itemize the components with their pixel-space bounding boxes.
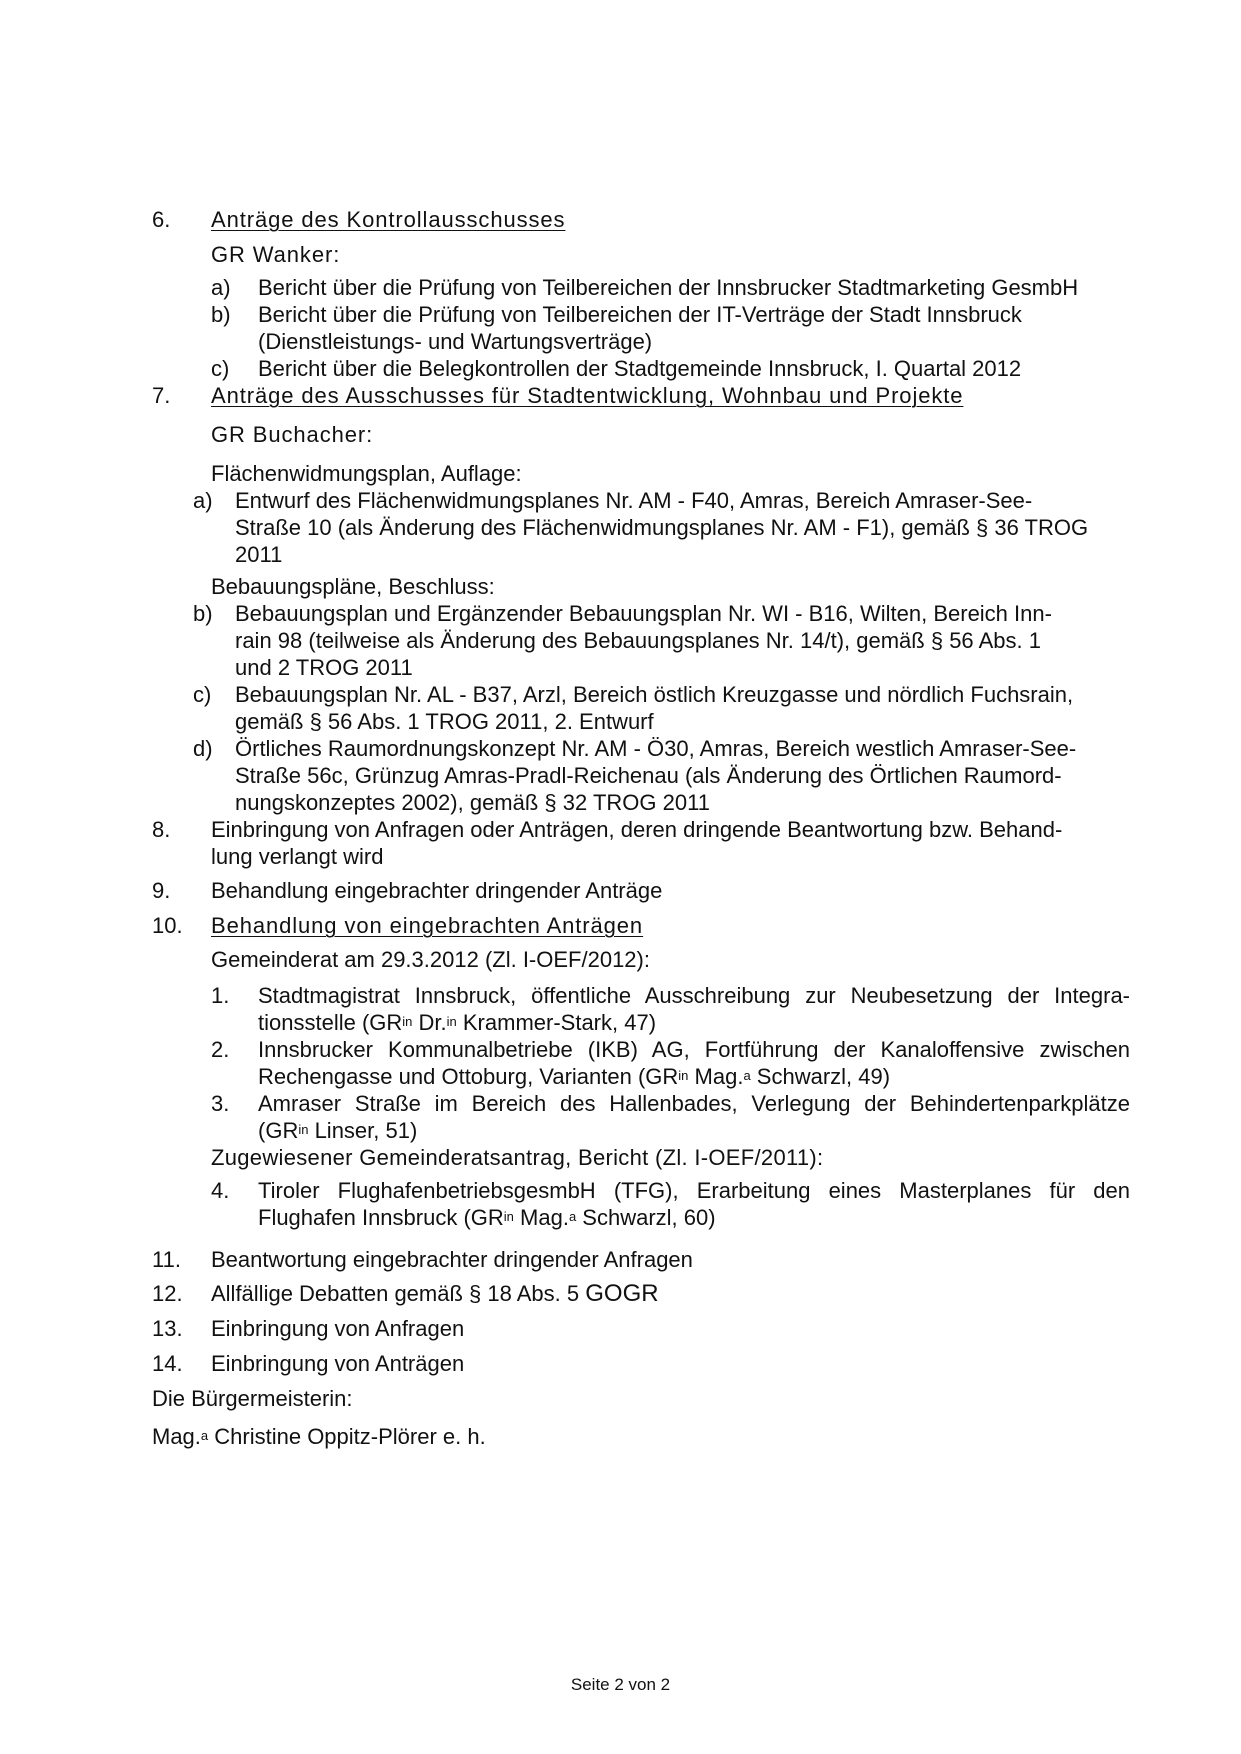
group-heading: Bebauungspläne, Beschluss: (211, 574, 495, 599)
section-title: Anträge des Kontrollausschusses (211, 207, 566, 232)
item-text-continued: Rechengasse und Ottoburg, Varianten ($GR^{in}$ Mag.$^a$ Schwarzl, 49) (258, 1064, 891, 1089)
item-label: 1. (211, 983, 230, 1008)
section-text: Behandlung eingebrachter dringender Anträge (211, 878, 663, 903)
section-title: Anträge des Ausschusses für Stadtentwicklung, Wohnbau und Projekte (211, 383, 964, 408)
section-text: Einbringung von Anfragen oder Anträgen, deren dringende Beantwortung bzw. Behand- (211, 817, 1063, 842)
item-label: c) (211, 356, 230, 381)
item-text: Bericht über die Prüfung von Teilbereichen der Innsbrucker Stadtmarketing GesmbH (258, 275, 1079, 300)
signature-name: Mag.$^a$ Christine Oppitz-Plörer e. h. (152, 1424, 486, 1449)
item-text: und 2 TROG 2011 (235, 655, 413, 680)
section-number: 8. (152, 817, 171, 842)
item-label: d) (193, 736, 213, 761)
item-text: Straße 10 (als Änderung des Flächenwidmungsplanes Nr. AM - F1), gemäß § 36 TROG (235, 515, 1089, 540)
section-number: 11. (152, 1247, 181, 1272)
item-text: 2011 (235, 542, 283, 567)
item-label: 3. (211, 1091, 230, 1116)
section-number: 6. (152, 207, 171, 232)
item-text-continued: tionsstelle ($GR^{in}$ Dr.$^{in}$ Krammer-Stark, 47) (258, 1010, 657, 1035)
item-text-continued: ($GR^{in}$ Linser, 51) (258, 1118, 418, 1143)
item-text: gemäß § 56 Abs. 1 TROG 2011, 2. Entwurf (235, 709, 654, 734)
section-number: 7. (152, 383, 171, 408)
section-number: 14. (152, 1351, 183, 1376)
section-number: 12. (152, 1281, 183, 1306)
item-label: a) (193, 488, 213, 513)
section-text: Einbringung von Anfragen (211, 1316, 465, 1341)
page-footer: Seite 2 von 2 (570, 1675, 671, 1694)
item-text: Tiroler FlughafenbetriebsgesmbH (TFG), Erarbeitung eines Masterplanes für den (258, 1178, 1130, 1203)
item-text: Straße 56c, Grünzug Amras-Pradl-Reichenau (als Änderung des Örtlichen Raumord- (235, 763, 1062, 788)
section-number: 9. (152, 878, 171, 903)
assigned-heading: Zugewiesener Gemeinderatsantrag, Bericht (Zl. I-OEF/2011): (211, 1145, 824, 1170)
item-label: a) (211, 275, 231, 300)
speaker: GR Buchacher: (211, 422, 374, 447)
item-text: Bericht über die Belegkontrollen der Stadtgemeinde Innsbruck, I. Quartal 2012 (258, 356, 1022, 381)
item-text: Bebauungsplan Nr. AL - B37, Arzl, Bereich östlich Kreuzgasse und nördlich Fuchsrain, (235, 682, 1074, 707)
item-text: Bebauungsplan und Ergänzender Bebauungsplan Nr. WI - B16, Wilten, Bereich Inn- (235, 601, 1052, 626)
speaker: GR Wanker: (211, 242, 341, 267)
section-number: 13. (152, 1316, 183, 1341)
section-text: Einbringung von Anträgen (211, 1351, 465, 1376)
item-text: nungskonzeptes 2002), gemäß § 32 TROG 2011 (235, 790, 710, 815)
item-label: b) (211, 302, 231, 327)
item-text: Stadtmagistrat Innsbruck, öffentliche Ausschreibung zur Neubesetzung der Integra- (258, 983, 1130, 1008)
item-label: c) (193, 682, 212, 707)
session-heading: Gemeinderat am 29.3.2012 (Zl. I-OEF/2012): (211, 947, 650, 972)
item-label: 2. (211, 1037, 230, 1062)
signature-role: Die Bürgermeisterin: (152, 1386, 353, 1411)
item-text: Bericht über die Prüfung von Teilbereichen der IT-Verträge der Stadt Innsbruck (258, 302, 1022, 327)
group-heading: Flächenwidmungsplan, Auflage: (211, 461, 522, 486)
item-label: b) (193, 601, 213, 626)
section-title: Behandlung von eingebrachten Anträgen (211, 913, 644, 938)
item-text-continued: Flughafen Innsbruck ($GR^{in}$ Mag.$^a$ Schwarzl, 60) (258, 1205, 716, 1230)
item-label: 4. (211, 1178, 230, 1203)
item-text: rain 98 (teilweise als Änderung des Bebauungsplanes Nr. 14/t), gemäß § 56 Abs. 1 (235, 628, 1041, 653)
item-text: Amraser Straße im Bereich des Hallenbades, Verlegung der Behindertenparkplätze (258, 1091, 1130, 1116)
section-text: Allfällige Debatten gemäß § 18 Abs. 5 GOGR (211, 1280, 659, 1307)
item-text: (Dienstleistungs- und Wartungsverträge) (258, 329, 653, 354)
section-number: 10. (152, 913, 183, 938)
item-text: Entwurf des Flächenwidmungsplanes Nr. AM - F40, Amras, Bereich Amraser-See- (235, 488, 1033, 513)
item-text: Innsbrucker Kommunalbetriebe (IKB) AG, Fortführung der Kanaloffensive zwischen (258, 1037, 1130, 1062)
item-text: Örtliches Raumordnungskonzept Nr. AM - Ö30, Amras, Bereich westlich Amraser-See- (235, 736, 1077, 761)
section-text: lung verlangt wird (211, 844, 384, 869)
section-text: Beantwortung eingebrachter dringender Anfragen (211, 1247, 693, 1272)
